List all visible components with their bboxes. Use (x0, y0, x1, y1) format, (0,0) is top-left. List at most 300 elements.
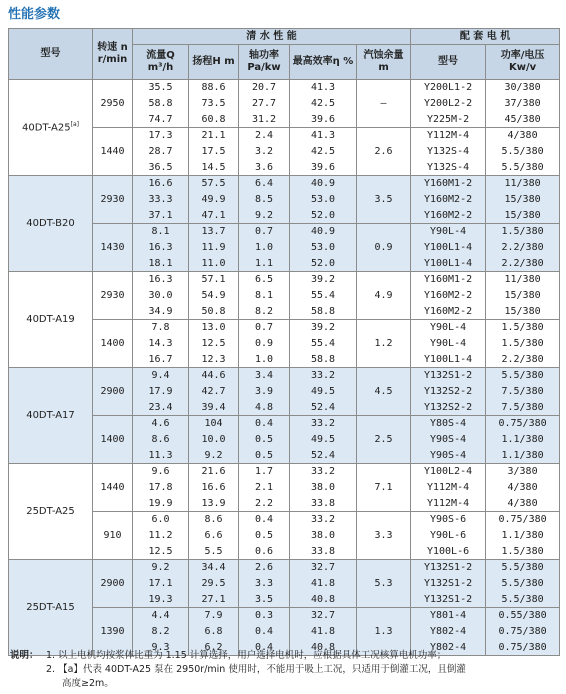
efficiency-value: 58.8 (310, 354, 336, 365)
motor-model-value: Y200L2-2 (423, 98, 473, 109)
npsh-cell: 0.9 (357, 224, 411, 272)
shaft-power-value: 9.2 (254, 210, 274, 221)
efficiency-value: 40.9 (310, 226, 336, 237)
motor-model-value: Y200L1-2 (423, 82, 473, 93)
flow-values (133, 272, 188, 319)
head-values (189, 128, 238, 175)
shaft-power-value: 0.4 (254, 418, 274, 429)
header-motor-power: 功率/电压 Kw/v (486, 45, 560, 80)
head-value: 21.6 (201, 466, 226, 477)
head-value: 13.9 (201, 498, 226, 509)
speed-cell: 2950 (93, 80, 133, 128)
efficiency-value: 32.7 (310, 562, 336, 573)
head-value: 88.6 (201, 82, 226, 93)
motor-model-values (411, 272, 485, 319)
head-value: 16.6 (201, 482, 226, 493)
efficiency-value: 52.4 (310, 402, 336, 413)
shaft-power-cell (239, 272, 290, 320)
motor-power-value: 5.5/380 (501, 562, 544, 573)
flow-value: 23.4 (148, 402, 173, 413)
flow-value: 58.8 (148, 98, 173, 109)
motor-power-value: 30/380 (504, 82, 541, 93)
motor-model-cell (411, 512, 486, 560)
shaft-power-cell (239, 416, 290, 464)
flow-value: 8.6 (151, 434, 170, 445)
shaft-power-value: 0.5 (254, 450, 274, 461)
npsh-cell: 1.2 (357, 320, 411, 368)
head-cell (189, 464, 239, 512)
motor-power-value: 5.5/380 (501, 370, 544, 381)
npsh-cell: 5.3 (357, 560, 411, 608)
motor-power-values (486, 80, 559, 127)
speed-cell: 2930 (93, 272, 133, 320)
head-value: 44.6 (201, 370, 226, 381)
efficiency-value: 39.6 (310, 114, 336, 125)
shaft-power-value: 2.2 (254, 498, 274, 509)
flow-values (133, 224, 188, 271)
flow-value: 8.1 (151, 226, 170, 237)
head-value: 21.1 (201, 130, 226, 141)
shaft-power-value: 3.4 (254, 370, 274, 381)
flow-value: 34.9 (148, 306, 173, 317)
header-max-efficiency: 最高效率η % (290, 45, 357, 80)
motor-model-value: Y80S-4 (429, 418, 467, 429)
npsh-cell: 2.5 (357, 416, 411, 464)
flow-values (133, 128, 188, 175)
motor-model-value: Y802-4 (429, 626, 467, 637)
flow-value: 19.3 (148, 594, 173, 605)
head-values (189, 608, 238, 655)
motor-power-value: 1.1/380 (501, 450, 544, 461)
npsh-cell: 4.9 (357, 272, 411, 320)
header-clear-water: 清 水 性 能 (133, 29, 411, 45)
notes-label: 说明： (10, 650, 39, 661)
shaft-power-value: 1.7 (254, 466, 274, 477)
flow-value: 35.5 (148, 82, 173, 93)
motor-power-values (486, 512, 559, 559)
shaft-power-value: 0.7 (254, 226, 274, 237)
efficiency-value: 32.7 (310, 610, 336, 621)
motor-model-value: Y132S2-2 (423, 386, 473, 397)
motor-power-value: 1.5/380 (501, 226, 544, 237)
efficiency-values (290, 80, 356, 127)
efficiency-value: 33.2 (310, 418, 336, 429)
speed-cell: 1400 (93, 416, 133, 464)
shaft-power-value: 3.5 (254, 594, 274, 605)
motor-power-value: 2.2/380 (501, 242, 544, 253)
shaft-power-value: 31.2 (251, 114, 277, 125)
flow-cell (133, 224, 189, 272)
motor-model-value: Y132S1-2 (423, 370, 473, 381)
pump-model-cell (9, 272, 93, 368)
motor-power-values (486, 320, 559, 367)
efficiency-cell (290, 560, 357, 608)
head-cell (189, 320, 239, 368)
head-values (189, 224, 238, 271)
shaft-power-value: 0.6 (254, 546, 274, 557)
head-value: 10.0 (201, 434, 226, 445)
efficiency-value: 49.5 (310, 386, 336, 397)
efficiency-cell (290, 176, 357, 224)
flow-value: 19.9 (148, 498, 173, 509)
efficiency-value: 55.4 (310, 290, 336, 301)
motor-model-value: Y132S-4 (426, 146, 470, 157)
motor-model-value: Y160M2-2 (423, 306, 473, 317)
shaft-power-value: 0.4 (254, 626, 274, 637)
motor-power-values (486, 464, 559, 511)
efficiency-value: 40.8 (310, 642, 336, 653)
efficiency-value: 40.8 (310, 594, 336, 605)
efficiency-value: 39.2 (310, 322, 336, 333)
flow-value: 17.8 (148, 482, 173, 493)
head-value: 12.5 (201, 338, 226, 349)
head-cell (189, 128, 239, 176)
motor-model-cell (411, 368, 486, 416)
motor-power-value: 4/380 (507, 130, 538, 141)
efficiency-value: 42.5 (310, 146, 336, 157)
note-1: 1. 以上电机均按浆体比重为 1.15 计算选择，用户选择电机时，应根据具体工况核算电机功率； (46, 650, 447, 661)
efficiency-values (290, 176, 356, 223)
efficiency-values (290, 272, 356, 319)
flow-value: 9.2 (151, 562, 170, 573)
efficiency-value: 38.0 (310, 530, 336, 541)
head-values (189, 320, 238, 367)
motor-model-values (411, 368, 485, 415)
table-body (9, 80, 560, 656)
motor-power-value: 15/380 (504, 210, 541, 221)
flow-cell (133, 320, 189, 368)
motor-model-values (411, 464, 485, 511)
npsh-cell: – (357, 80, 411, 128)
shaft-power-value: 2.1 (254, 482, 274, 493)
motor-power-cell (486, 128, 560, 176)
efficiency-value: 52.4 (310, 450, 336, 461)
efficiency-cell (290, 224, 357, 272)
shaft-power-value: 1.1 (254, 258, 274, 269)
motor-power-value: 0.55/380 (498, 610, 547, 621)
head-values (189, 176, 238, 223)
pump-model-cell (9, 560, 93, 656)
table-row (9, 176, 560, 224)
flow-value: 12.5 (148, 546, 173, 557)
head-value: 39.4 (201, 402, 226, 413)
head-value: 27.1 (201, 594, 226, 605)
shaft-power-values (239, 416, 289, 463)
efficiency-cell (290, 368, 357, 416)
head-values (189, 368, 238, 415)
motor-power-value: 1.1/380 (501, 434, 544, 445)
shaft-power-value: 20.7 (251, 82, 277, 93)
speed-cell: 1430 (93, 224, 133, 272)
motor-power-value: 1.1/380 (501, 530, 544, 541)
head-values (189, 272, 238, 319)
flow-value: 6.0 (151, 514, 170, 525)
flow-value: 16.3 (148, 274, 173, 285)
head-value: 73.5 (201, 98, 226, 109)
efficiency-value: 38.0 (310, 482, 336, 493)
pump-model: 40DT-A19 (26, 313, 75, 325)
efficiency-cell (290, 464, 357, 512)
shaft-power-value: 2.4 (254, 130, 274, 141)
motor-power-value: 5.5/380 (501, 162, 544, 173)
efficiency-value: 53.0 (310, 194, 336, 205)
motor-model-values (411, 560, 485, 607)
flow-cell (133, 128, 189, 176)
motor-model-value: Y90S-6 (429, 514, 467, 525)
flow-value: 17.3 (148, 130, 173, 141)
shaft-power-value: 1.0 (254, 354, 274, 365)
motor-model-value: Y112M-4 (426, 482, 470, 493)
motor-model-value: Y802-4 (429, 642, 467, 653)
shaft-power-cell (239, 368, 290, 416)
motor-power-values (486, 416, 559, 463)
shaft-power-value: 0.5 (254, 434, 274, 445)
efficiency-cell (290, 512, 357, 560)
pump-model: 40DT-B20 (26, 217, 75, 229)
motor-model-value: Y132S-4 (426, 162, 470, 173)
table-row (9, 464, 560, 512)
head-value: 5.5 (204, 546, 223, 557)
motor-power-values (486, 608, 559, 655)
flow-cell (133, 512, 189, 560)
npsh-cell: 3.5 (357, 176, 411, 224)
motor-model-value: Y100L-6 (426, 546, 470, 557)
shaft-power-values (239, 368, 289, 415)
shaft-power-values (239, 128, 289, 175)
efficiency-value: 39.2 (310, 274, 336, 285)
motor-power-cell (486, 80, 560, 128)
head-value: 9.2 (204, 450, 223, 461)
head-value: 60.8 (201, 114, 226, 125)
shaft-power-values (239, 320, 289, 367)
efficiency-value: 33.2 (310, 370, 336, 381)
motor-model-values (411, 512, 485, 559)
motor-power-value: 1.5/380 (501, 322, 544, 333)
motor-power-value: 1.5/380 (501, 546, 544, 557)
efficiency-cell (290, 416, 357, 464)
efficiency-value: 33.2 (310, 466, 336, 477)
shaft-power-values (239, 464, 289, 511)
flow-values (133, 464, 188, 511)
head-value: 49.9 (201, 194, 226, 205)
motor-model-value: Y160M2-2 (423, 194, 473, 205)
speed-cell: 1390 (93, 608, 133, 656)
efficiency-values (290, 464, 356, 511)
shaft-power-values (239, 176, 289, 223)
shaft-power-values (239, 560, 289, 607)
pump-model-cell (9, 176, 93, 272)
shaft-power-value: 8.1 (254, 290, 274, 301)
note-2-continuation: 高度≥2m。 (62, 678, 114, 689)
speed-cell: 910 (93, 512, 133, 560)
motor-model-values (411, 320, 485, 367)
efficiency-values (290, 608, 356, 655)
motor-model-value: Y112M-4 (426, 130, 470, 141)
motor-model-values (411, 80, 485, 127)
note-2: 2. 【a】代表 40DT-A25 泵在 2950r/min 使用时，不能用于吸上工况，只适用于倒灌工况，且倒灌 (46, 664, 466, 675)
flow-cell (133, 176, 189, 224)
speed-cell: 1400 (93, 320, 133, 368)
flow-values (133, 608, 188, 655)
flow-value: 16.6 (148, 178, 173, 189)
motor-power-cell (486, 560, 560, 608)
efficiency-cell (290, 80, 357, 128)
head-value: 8.6 (204, 514, 223, 525)
npsh-cell: 4.5 (357, 368, 411, 416)
motor-power-value: 0.75/380 (498, 514, 547, 525)
efficiency-value: 41.8 (310, 626, 336, 637)
motor-model-value: Y132S2-2 (423, 402, 473, 413)
flow-value: 4.6 (151, 418, 170, 429)
flow-cell (133, 272, 189, 320)
shaft-power-cell (239, 128, 290, 176)
table-row (9, 272, 560, 320)
head-cell (189, 272, 239, 320)
pump-model: 25DT-A25 (26, 505, 75, 517)
motor-model-values (411, 416, 485, 463)
motor-model-values (411, 176, 485, 223)
flow-value: 7.8 (151, 322, 170, 333)
pump-model-cell (9, 368, 93, 464)
header-head: 扬程H m (189, 45, 239, 80)
speed-cell: 1440 (93, 128, 133, 176)
shaft-power-value: 0.7 (254, 322, 274, 333)
efficiency-value: 33.2 (310, 514, 336, 525)
flow-value: 9.6 (151, 466, 170, 477)
motor-power-value: 2.2/380 (501, 354, 544, 365)
motor-power-cell (486, 320, 560, 368)
head-cell (189, 416, 239, 464)
head-value: 11.0 (201, 258, 226, 269)
flow-value: 18.1 (148, 258, 173, 269)
npsh-cell: 2.6 (357, 128, 411, 176)
flow-cell (133, 368, 189, 416)
flow-values (133, 320, 188, 367)
motor-model-value: Y90L-4 (429, 338, 467, 349)
motor-model-value: Y132S1-2 (423, 578, 473, 589)
motor-power-value: 0.75/380 (498, 418, 547, 429)
flow-value: 4.4 (151, 610, 170, 621)
head-value: 6.6 (204, 530, 223, 541)
flow-value: 9.3 (151, 642, 170, 653)
npsh-cell: 3.3 (357, 512, 411, 560)
motor-model-cell (411, 80, 486, 128)
motor-power-value: 15/380 (504, 194, 541, 205)
shaft-power-value: 3.2 (254, 146, 274, 157)
shaft-power-value: 3.6 (254, 162, 274, 173)
shaft-power-values (239, 224, 289, 271)
efficiency-cell (290, 320, 357, 368)
motor-model-value: Y90L-6 (429, 530, 467, 541)
flow-value: 30.0 (148, 290, 173, 301)
head-value: 14.5 (201, 162, 226, 173)
shaft-power-value: 2.6 (254, 562, 274, 573)
flow-values (133, 416, 188, 463)
motor-model-values (411, 224, 485, 271)
motor-model-value: Y225M-2 (426, 114, 470, 125)
shaft-power-value: 0.3 (254, 610, 274, 621)
efficiency-cell (290, 128, 357, 176)
flow-value: 17.9 (148, 386, 173, 397)
flow-value: 9.4 (151, 370, 170, 381)
efficiency-value: 58.8 (310, 306, 336, 317)
motor-power-value: 1.5/380 (501, 338, 544, 349)
head-value: 12.3 (201, 354, 226, 365)
motor-power-cell (486, 416, 560, 464)
motor-power-value: 45/380 (504, 114, 541, 125)
head-value: 57.5 (201, 178, 226, 189)
motor-power-values (486, 176, 559, 223)
flow-value: 11.3 (148, 450, 173, 461)
motor-model-cell (411, 128, 486, 176)
motor-power-value: 4/380 (507, 482, 538, 493)
efficiency-cell (290, 272, 357, 320)
motor-model-value: Y90S-4 (429, 434, 467, 445)
flow-values (133, 80, 188, 127)
shaft-power-cell (239, 320, 290, 368)
motor-power-value: 5.5/380 (501, 594, 544, 605)
head-values (189, 464, 238, 511)
head-cell (189, 368, 239, 416)
motor-power-value: 37/380 (504, 98, 541, 109)
motor-model-cell (411, 176, 486, 224)
shaft-power-cell (239, 224, 290, 272)
motor-power-value: 11/380 (504, 178, 541, 189)
header-speed: 转速 n r/min (93, 29, 133, 80)
table-row (9, 560, 560, 608)
shaft-power-values (239, 272, 289, 319)
motor-power-value: 5.5/380 (501, 578, 544, 589)
head-values (189, 80, 238, 127)
motor-model-value: Y132S1-2 (423, 594, 473, 605)
head-cell (189, 512, 239, 560)
efficiency-value: 33.8 (310, 546, 336, 557)
motor-power-value: 15/380 (504, 306, 541, 317)
flow-cell (133, 464, 189, 512)
speed-cell: 2900 (93, 368, 133, 416)
shaft-power-value: 1.0 (254, 242, 274, 253)
motor-model-value: Y160M1-2 (423, 274, 473, 285)
table-row (9, 80, 560, 128)
table-row (9, 368, 560, 416)
shaft-power-value: 4.8 (254, 402, 274, 413)
head-value: 57.1 (201, 274, 226, 285)
efficiency-value: 41.3 (310, 82, 336, 93)
flow-value: 17.1 (148, 578, 173, 589)
notes (10, 649, 558, 691)
shaft-power-values (239, 80, 289, 127)
header-flow: 流量Q m³/h (133, 45, 189, 80)
shaft-power-value: 0.4 (254, 514, 274, 525)
shaft-power-values (239, 608, 289, 655)
head-values (189, 560, 238, 607)
motor-power-cell (486, 512, 560, 560)
motor-model-cell (411, 320, 486, 368)
shaft-power-value: 6.5 (254, 274, 274, 285)
motor-model-cell (411, 560, 486, 608)
motor-model-cell (411, 224, 486, 272)
motor-power-cell (486, 368, 560, 416)
pump-model: 25DT-A15 (26, 601, 75, 613)
motor-model-cell (411, 416, 486, 464)
speed-cell: 1440 (93, 464, 133, 512)
motor-model-value: Y112M-4 (426, 498, 470, 509)
shaft-power-value: 0.5 (254, 530, 274, 541)
motor-power-value: 0.75/380 (498, 642, 547, 653)
flow-value: 33.3 (148, 194, 173, 205)
motor-model-value: Y90L-4 (429, 226, 467, 237)
shaft-power-cell (239, 176, 290, 224)
